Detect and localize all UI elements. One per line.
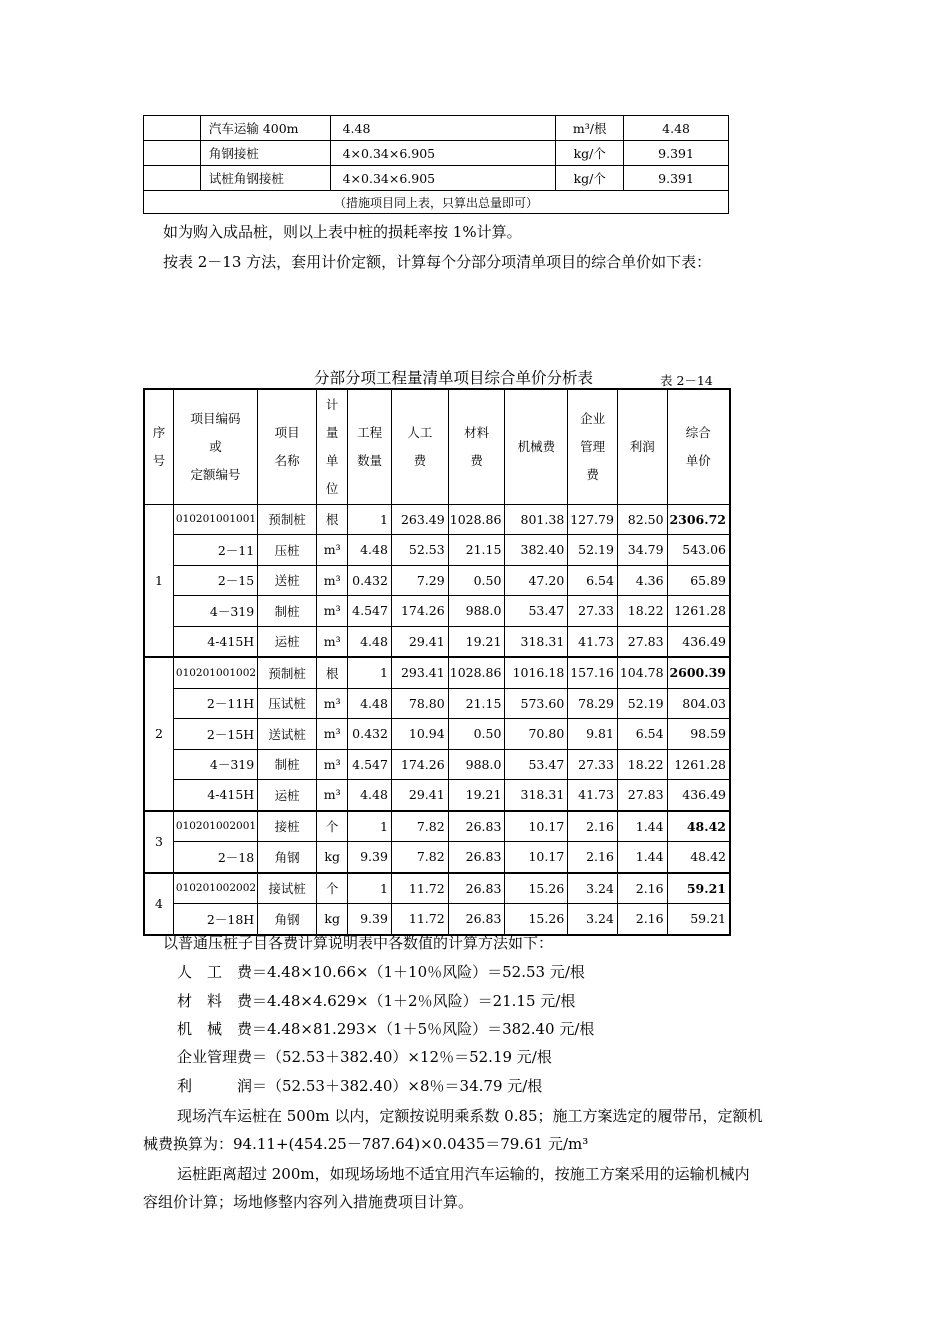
table-row (144, 565, 730, 596)
cell-material: 21.15 (448, 535, 505, 566)
cell-qty: 1 (348, 657, 392, 688)
cell-labor: 174.26 (391, 596, 448, 627)
cell-qty: 9.39 (348, 842, 392, 873)
cell-profit: 18.22 (617, 596, 667, 627)
cell-profit: 27.83 (617, 780, 667, 811)
cell-mgmt: 2.16 (568, 811, 618, 842)
top-table (143, 115, 729, 214)
cell-code: 4－319 (173, 749, 257, 780)
table-row (144, 657, 730, 688)
cell-mgmt: 41.73 (568, 626, 618, 657)
top-cell-blank (144, 141, 201, 166)
cell-total: 98.59 (667, 719, 730, 750)
table-title: 分部分项工程量清单项目综合单价分析表 (314, 369, 594, 387)
cell-machine: 47.20 (505, 565, 568, 596)
table-number: 表 2－14 (660, 373, 713, 388)
cell-seq: 4 (144, 873, 173, 935)
header-material: 材料 费 (448, 389, 505, 504)
cell-unit: 根 (316, 657, 347, 688)
cell-material: 988.0 (448, 596, 505, 627)
cell-mgmt: 3.24 (568, 904, 618, 935)
cell-unit: m³ (316, 719, 347, 750)
table-row (144, 749, 730, 780)
cell-mgmt: 78.29 (568, 688, 618, 719)
table-row (144, 811, 730, 842)
cell-code: 4-415H (173, 626, 257, 657)
cell-profit: 2.16 (617, 873, 667, 904)
cell-machine: 573.60 (505, 688, 568, 719)
paragraph-distance-line2: 容组价计算；场地修整内容列入措施费项目计算。 (143, 1193, 474, 1211)
cell-labor: 11.72 (391, 873, 448, 904)
cell-name: 接桩 (258, 811, 317, 842)
top-cell-unit: kg/个 (556, 141, 624, 166)
cell-mgmt: 6.54 (568, 565, 618, 596)
table-row (144, 873, 730, 904)
top-cell-value: 4.48 (624, 116, 729, 141)
top-cell-unit: kg/个 (556, 166, 624, 191)
cell-name: 送桩 (258, 565, 317, 596)
cell-mgmt: 27.33 (568, 749, 618, 780)
cell-labor: 11.72 (391, 904, 448, 935)
header-total: 综合 单价 (667, 389, 730, 504)
header-name: 项目 名称 (258, 389, 317, 504)
cell-total: 48.42 (667, 811, 730, 842)
cell-qty: 9.39 (348, 904, 392, 935)
cell-name: 制桩 (258, 749, 317, 780)
cell-material: 26.83 (448, 873, 505, 904)
cell-unit: m³ (316, 749, 347, 780)
cell-qty: 1 (348, 811, 392, 842)
cell-material: 21.15 (448, 688, 505, 719)
cell-unit: m³ (316, 596, 347, 627)
cell-code: 2－15H (173, 719, 257, 750)
cell-machine: 801.38 (505, 504, 568, 535)
header-qty: 工程 数量 (348, 389, 392, 504)
top-cell-value: 9.391 (624, 141, 729, 166)
header-labor: 人工 费 (391, 389, 448, 504)
cell-profit: 104.78 (617, 657, 667, 688)
top-cell-unit: m³/根 (556, 116, 624, 141)
cell-labor: 7.82 (391, 842, 448, 873)
cell-total: 436.49 (667, 780, 730, 811)
calc-material: 材 料 费＝4.48×4.629×（1＋2％风险）＝21.15 元/根 (177, 992, 576, 1010)
cell-machine: 10.17 (505, 811, 568, 842)
cell-seq: 1 (144, 504, 173, 657)
cell-code: 010201001002 (173, 657, 257, 688)
cell-profit: 52.19 (617, 688, 667, 719)
cell-unit: kg (316, 904, 347, 935)
top-cell-spec: 4.48 (330, 116, 556, 141)
top-table-row (144, 141, 729, 166)
table-row (144, 842, 730, 873)
cell-name: 预制桩 (258, 657, 317, 688)
paragraph-transport-line2: 械费换算为：94.11+(454.25－787.64)×0.0435＝79.61 元/m³ (143, 1135, 589, 1153)
cell-qty: 4.48 (348, 688, 392, 719)
cell-material: 1028.86 (448, 657, 505, 688)
cell-name: 压桩 (258, 535, 317, 566)
table-row (144, 626, 730, 657)
table-row (144, 596, 730, 627)
cell-name: 送试桩 (258, 719, 317, 750)
table-header-row (144, 389, 730, 504)
cell-mgmt: 52.19 (568, 535, 618, 566)
cell-labor: 293.41 (391, 657, 448, 688)
cell-labor: 174.26 (391, 749, 448, 780)
cell-material: 1028.86 (448, 504, 505, 535)
paragraph-method: 按表 2－13 方法，套用计价定额，计算每个分部分项清单项目的综合单价如下表： (163, 253, 712, 271)
top-cell-name: 角钢接桩 (200, 141, 330, 166)
cell-unit: m³ (316, 535, 347, 566)
cell-qty: 1 (348, 504, 392, 535)
header-machine: 机械费 (505, 389, 568, 504)
cell-material: 26.83 (448, 811, 505, 842)
cell-qty: 4.547 (348, 596, 392, 627)
cell-code: 4－319 (173, 596, 257, 627)
cell-material: 19.21 (448, 626, 505, 657)
cell-qty: 0.432 (348, 565, 392, 596)
cell-labor: 10.94 (391, 719, 448, 750)
calc-management: 企业管理费＝（52.53＋382.40）×12％＝52.19 元/根 (177, 1048, 552, 1066)
cell-mgmt: 41.73 (568, 780, 618, 811)
top-table-row (144, 116, 729, 141)
cell-profit: 27.83 (617, 626, 667, 657)
cell-code: 2－18 (173, 842, 257, 873)
cell-machine: 53.47 (505, 749, 568, 780)
cell-machine: 382.40 (505, 535, 568, 566)
cell-labor: 263.49 (391, 504, 448, 535)
cell-profit: 18.22 (617, 749, 667, 780)
cell-unit: kg (316, 842, 347, 873)
calc-intro: 以普通压桩子目各费计算说明表中各数值的计算方法如下： (163, 934, 554, 952)
cell-name: 接试桩 (258, 873, 317, 904)
cell-mgmt: 2.16 (568, 842, 618, 873)
cell-unit: m³ (316, 780, 347, 811)
cell-code: 2－11 (173, 535, 257, 566)
cell-unit: 个 (316, 811, 347, 842)
calc-labor: 人 工 费＝4.48×10.66×（1＋10％风险）＝52.53 元/根 (177, 963, 585, 981)
cell-labor: 7.29 (391, 565, 448, 596)
top-table-note: （措施项目同上表，只算出总量即可） (144, 191, 729, 214)
cell-unit: m³ (316, 565, 347, 596)
cell-machine: 318.31 (505, 780, 568, 811)
cell-unit: m³ (316, 688, 347, 719)
cell-code: 010201002001 (173, 811, 257, 842)
header-unit: 计 量 单 位 (316, 389, 347, 504)
paragraph-distance-line1: 运桩距离超过 200m，如现场场地不适宜用汽车运输的，按施工方案采用的运输机械内 (177, 1165, 750, 1183)
top-cell-value: 9.391 (624, 166, 729, 191)
cell-code: 4-415H (173, 780, 257, 811)
header-seq: 序 号 (144, 389, 173, 504)
calc-profit: 利 润＝（52.53＋382.40）×8％＝34.79 元/根 (177, 1077, 543, 1095)
header-mgmt: 企业 管理 费 (568, 389, 618, 504)
cell-qty: 4.48 (348, 780, 392, 811)
cell-name: 运桩 (258, 626, 317, 657)
cell-labor: 52.53 (391, 535, 448, 566)
cell-machine: 318.31 (505, 626, 568, 657)
header-profit: 利润 (617, 389, 667, 504)
cell-total: 543.06 (667, 535, 730, 566)
cell-total: 59.21 (667, 904, 730, 935)
paragraph-damage-rate: 如为购入成品桩，则以上表中桩的损耗率按 1%计算。 (163, 223, 522, 241)
cell-profit: 2.16 (617, 904, 667, 935)
cell-profit: 82.50 (617, 504, 667, 535)
table-row (144, 504, 730, 535)
cell-name: 预制桩 (258, 504, 317, 535)
cell-name: 制桩 (258, 596, 317, 627)
cell-material: 26.83 (448, 904, 505, 935)
cell-material: 988.0 (448, 749, 505, 780)
cell-total: 59.21 (667, 873, 730, 904)
cell-code: 2－18H (173, 904, 257, 935)
cell-profit: 34.79 (617, 535, 667, 566)
cell-machine: 70.80 (505, 719, 568, 750)
cell-total: 65.89 (667, 565, 730, 596)
cell-qty: 1 (348, 873, 392, 904)
cell-labor: 7.82 (391, 811, 448, 842)
top-table-row (144, 166, 729, 191)
top-cell-blank (144, 116, 201, 141)
cell-mgmt: 127.79 (568, 504, 618, 535)
cell-unit: m³ (316, 626, 347, 657)
cell-profit: 1.44 (617, 811, 667, 842)
paragraph-transport-line1: 现场汽车运桩在 500m 以内，定额按说明乘系数 0.85；施工方案选定的履带吊，定额机 (177, 1107, 763, 1125)
cell-code: 010201001001 (173, 504, 257, 535)
calc-machine: 机 械 费＝4.48×81.293×（1＋5％风险）＝382.40 元/根 (177, 1020, 595, 1038)
cell-mgmt: 3.24 (568, 873, 618, 904)
cell-profit: 4.36 (617, 565, 667, 596)
top-cell-blank (144, 166, 201, 191)
cell-mgmt: 9.81 (568, 719, 618, 750)
cell-seq: 2 (144, 657, 173, 811)
cell-total: 2600.39 (667, 657, 730, 688)
cell-qty: 4.547 (348, 749, 392, 780)
cell-code: 2－11H (173, 688, 257, 719)
cell-total: 436.49 (667, 626, 730, 657)
table-row (144, 688, 730, 719)
top-cell-spec: 4×0.34×6.905 (330, 141, 556, 166)
unit-price-analysis-table (143, 388, 731, 936)
top-cell-name: 汽车运输 400m (200, 116, 330, 141)
cell-material: 26.83 (448, 842, 505, 873)
cell-name: 压试桩 (258, 688, 317, 719)
cell-profit: 6.54 (617, 719, 667, 750)
cell-mgmt: 27.33 (568, 596, 618, 627)
cell-qty: 0.432 (348, 719, 392, 750)
top-cell-name: 试桩角钢接桩 (200, 166, 330, 191)
cell-material: 0.50 (448, 565, 505, 596)
cell-profit: 1.44 (617, 842, 667, 873)
cell-mgmt: 157.16 (568, 657, 618, 688)
table-row (144, 780, 730, 811)
cell-machine: 1016.18 (505, 657, 568, 688)
cell-name: 角钢 (258, 842, 317, 873)
cell-machine: 15.26 (505, 873, 568, 904)
cell-material: 19.21 (448, 780, 505, 811)
cell-total: 1261.28 (667, 596, 730, 627)
table-row (144, 535, 730, 566)
cell-seq: 3 (144, 811, 173, 873)
table-row (144, 719, 730, 750)
cell-qty: 4.48 (348, 626, 392, 657)
top-cell-spec: 4×0.34×6.905 (330, 166, 556, 191)
cell-total: 1261.28 (667, 749, 730, 780)
cell-labor: 29.41 (391, 780, 448, 811)
cell-labor: 29.41 (391, 626, 448, 657)
cell-total: 48.42 (667, 842, 730, 873)
top-table-note-row (144, 191, 729, 214)
cell-code: 2－15 (173, 565, 257, 596)
cell-labor: 78.80 (391, 688, 448, 719)
cell-unit: 个 (316, 873, 347, 904)
cell-code: 010201002002 (173, 873, 257, 904)
header-code: 项目编码 或 定额编号 (173, 389, 257, 504)
cell-name: 角钢 (258, 904, 317, 935)
cell-qty: 4.48 (348, 535, 392, 566)
cell-machine: 15.26 (505, 904, 568, 935)
cell-machine: 53.47 (505, 596, 568, 627)
cell-material: 0.50 (448, 719, 505, 750)
cell-total: 804.03 (667, 688, 730, 719)
cell-machine: 10.17 (505, 842, 568, 873)
cell-name: 运桩 (258, 780, 317, 811)
cell-unit: 根 (316, 504, 347, 535)
cell-total: 2306.72 (667, 504, 730, 535)
